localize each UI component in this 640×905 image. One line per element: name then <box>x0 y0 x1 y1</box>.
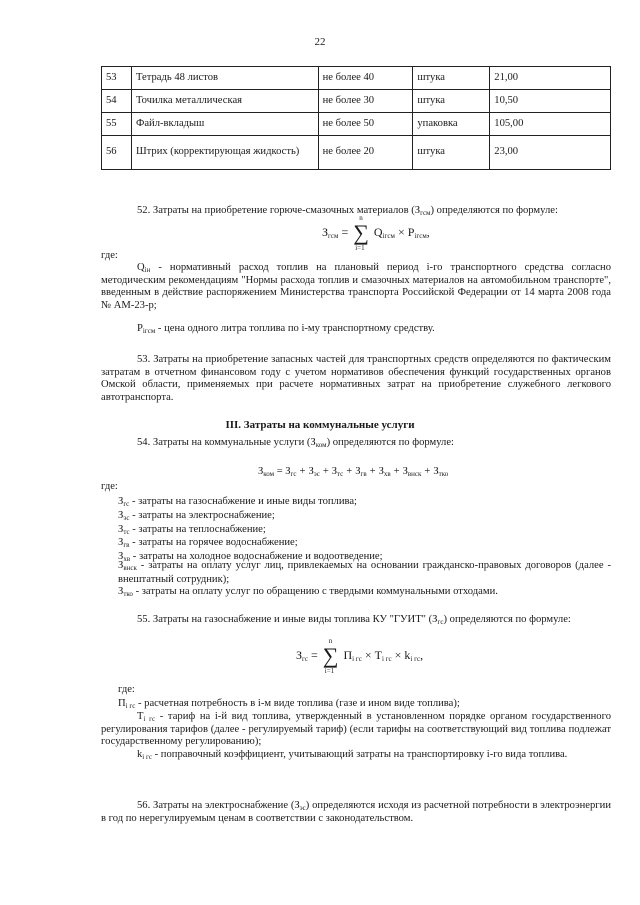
definition-text: - затраты на горячее водоснабжение; <box>129 537 298 549</box>
formula-term: З <box>378 466 384 477</box>
definition-text: - затраты на теплоснабжение; <box>129 523 266 535</box>
formula-term-subscript: хв <box>383 470 391 478</box>
definition-tko: $З_{тко}$ - затраты на оплату услуг по обращению с твердыми коммунальными отходами. <box>118 586 498 598</box>
table-row <box>102 67 611 90</box>
definition-sym: З <box>118 537 124 549</box>
paragraph-56: 56. Затраты на электроснабжение $(З_{эс})$ определяются исходя из расчетной потребности в электроэнергии в год по нерегулируемым ценам в соответствии с законодательством. <box>101 800 611 824</box>
quantity-limit-cell: не более 30 <box>318 90 413 113</box>
definition-sub: гс <box>123 500 130 508</box>
formula-term-subscript: эс <box>313 470 320 478</box>
definition-vnsk: $З_{внск}$ - затраты на оплату услуг лиц, привлекаемых на основании гражданско-правовых договоров (далее - внештатный сотрудник); <box>118 560 611 585</box>
formula-utilities: $З_{ком} = З_{гс} + З_{эс} + З_{тс} + З_{гв} + З_{хв} + З_{внск} + З_{тко}$ <box>258 466 449 478</box>
definition-text: - затраты на электроснабжение; <box>129 509 275 521</box>
formula-term-subscript: тс <box>337 470 344 478</box>
definition-sub: гв <box>123 541 130 550</box>
table-row <box>102 136 611 170</box>
unit-cell: штука <box>413 67 490 90</box>
definition-p: $P_{iгсм}$ - цена одного литра топлива по i-му транспортному средству. <box>137 323 435 335</box>
formula-term: З <box>285 466 291 477</box>
plus-sign: + <box>346 466 353 477</box>
definition-line <box>118 509 611 523</box>
section-heading: III. Затраты на коммунальные услуги <box>225 419 415 431</box>
row-number-cell: 55 <box>102 113 132 136</box>
where-label-55: где: <box>118 684 135 695</box>
definition-line <box>118 495 611 509</box>
unit-cell: штука <box>413 136 490 170</box>
definition-t: $Т_{i гс}$ - тариф на i-й вид топлива, утвержденный в установленном порядке органом государственного регулирования тарифов (далее - регулируемый тариф) (если тарифы на соответствующий вид топлива подлежат государственному регулированию); <box>101 711 611 747</box>
formula-fuel: $З_{гсм}$ = ∑ n i=1 $Q_{iгсм} \times P_{iгсм}$, <box>322 214 430 252</box>
item-name-cell: Тетрадь 48 листов <box>131 67 318 90</box>
row-number-cell: 53 <box>102 67 132 90</box>
where-label-54: где: <box>101 481 118 492</box>
definition-sym: З <box>118 496 124 507</box>
row-number-cell: 56 <box>102 136 132 170</box>
formula-term: З <box>308 466 314 477</box>
quantity-limit-cell: не более 20 <box>318 136 413 170</box>
item-name-cell: Точилка металлическая <box>131 90 318 113</box>
unit-cell: упаковка <box>413 113 490 136</box>
item-name-cell: Файл-вкладыш <box>131 113 318 136</box>
item-name-cell: Штрих (корректирующая жидкость) <box>131 136 318 170</box>
definition-k: $k_{i гс}$ - поправочный коэффициент, учитывающий затраты на транспортировку i-го вида топлива. <box>137 749 568 761</box>
formula-term: З <box>402 466 408 477</box>
table-row <box>102 90 611 113</box>
definition-sym: З <box>118 523 124 535</box>
definition-text: - затраты на газоснабжение и иные виды топлива; <box>129 496 358 507</box>
formula-gas: $З_{гс}$ = ∑ n i=1 $П_{i гс} \times Т_{i гс} \times k_{i гс}$, <box>296 637 424 675</box>
definition-q: $Q_{iн}$ - нормативный расход топлив на плановый период i-го транспортного средства согласно методическим рекомендациям "Нормы расхода топлив и смазочных материалов на автомобильном транспорте", введенным в действие распоряжением Министерства транспорта Российской Федерации от 14 марта 2008 года № АМ-23-р; <box>101 262 611 311</box>
paragraph-55: 55. Затраты на газоснабжение и иные виды топлива КУ "ГУИТ" $(З_{гс})$ определяются по формуле: <box>137 614 571 626</box>
definition-sub: эс <box>123 513 130 522</box>
definition-sub: хв <box>123 555 131 564</box>
formula-term: З <box>331 466 338 477</box>
plus-sign: + <box>393 466 400 477</box>
items-table <box>101 66 611 170</box>
where-label-52: где: <box>101 250 118 261</box>
unit-cell: штука <box>413 90 490 113</box>
paragraph-52: 52. Затраты на приобретение горюче-смазочных материалов $(З_{гсм})$ определяются по формуле: <box>137 205 558 217</box>
price-cell: 10,50 <box>490 90 611 113</box>
row-number-cell: 54 <box>102 90 132 113</box>
formula-term-subscript: тко <box>438 470 449 478</box>
formula-term-subscript: гс <box>290 470 297 478</box>
price-cell: 105,00 <box>490 113 611 136</box>
definition-sym: З <box>118 551 124 563</box>
definition-sub: тс <box>123 527 130 536</box>
table-row <box>102 113 611 136</box>
definition-pi: $П_{i гс}$ - расчетная потребность в i-м виде топлива (газе и ином виде топлива); <box>118 698 460 710</box>
formula-term: З <box>355 466 361 477</box>
plus-sign: + <box>299 466 306 477</box>
price-cell: 21,00 <box>490 67 611 90</box>
definition-line <box>118 523 611 537</box>
definition-sym: З <box>118 509 124 521</box>
paragraph-53: 53. Затраты на приобретение запасных частей для транспортных средств определяются по фактическим затратам в отчетном финансовом году с учетом нормативов обеспечения функций государственных органов Омской области, применяемых при расчете нормативных затрат на приобретение служебного легкового автотранспорта. <box>101 354 611 403</box>
plus-sign: + <box>369 466 376 477</box>
page-number: 22 <box>314 36 326 48</box>
definitions-utilities <box>101 495 611 564</box>
plus-sign: + <box>322 466 329 477</box>
definition-text: - затраты на холодное водоснабжение и водоотведение; <box>130 551 383 563</box>
formula-term-subscript: гв <box>360 470 367 478</box>
quantity-limit-cell: не более 50 <box>318 113 413 136</box>
paragraph-54: 54. Затраты на коммунальные услуги $(З_{ком})$ определяются по формуле: <box>137 437 454 449</box>
formula-term-subscript: внск <box>407 470 422 478</box>
definition-line <box>118 536 611 550</box>
quantity-limit-cell: не более 40 <box>318 67 413 90</box>
price-cell: 23,00 <box>490 136 611 170</box>
plus-sign: + <box>424 466 431 477</box>
formula-term: З <box>433 466 439 477</box>
